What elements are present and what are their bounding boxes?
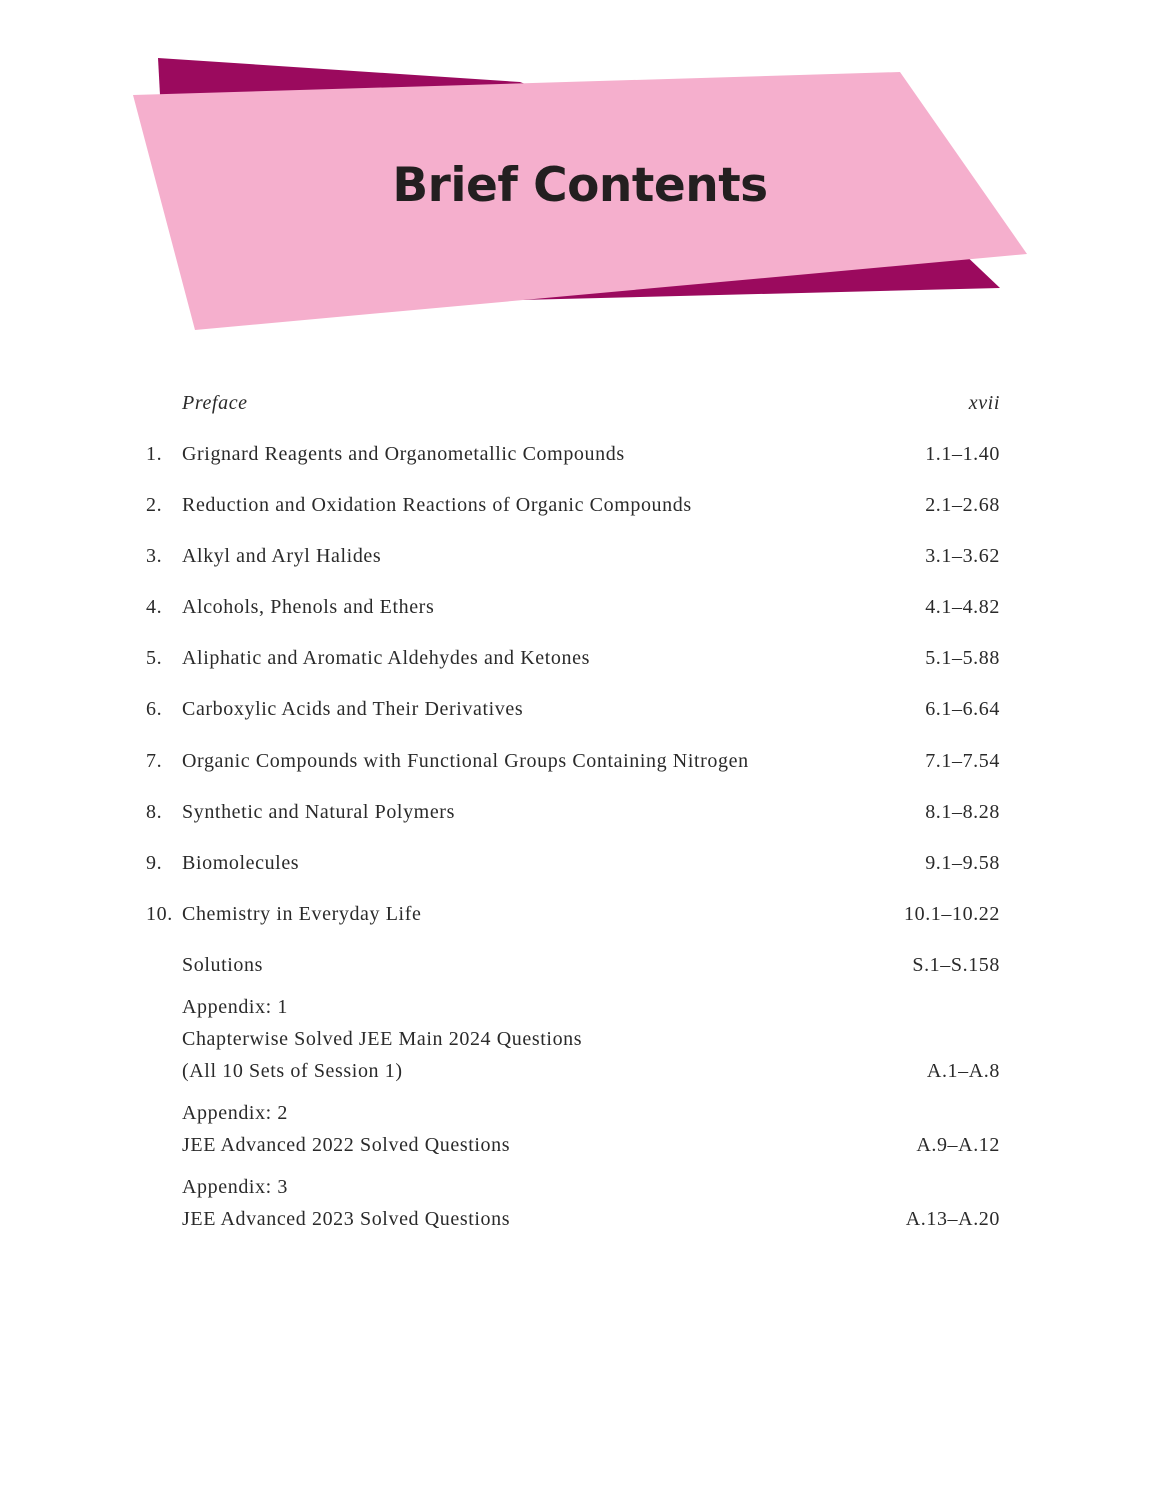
chapter-pages: 8.1–8.28 <box>925 801 1000 823</box>
appendix-block <box>182 1171 510 1235</box>
chapter-title: Carboxylic Acids and Their Derivatives <box>182 698 524 720</box>
header-banner <box>0 0 1160 360</box>
chapter-pages: 4.1–4.82 <box>925 596 1000 618</box>
chapter-number: 2. <box>146 494 163 516</box>
chapter-title: Alkyl and Aryl Halides <box>182 545 382 567</box>
chapter-number: 10. <box>146 903 173 925</box>
appendix-title-line: JEE Advanced 2023 Solved Questions <box>182 1208 511 1230</box>
appendix-title-line: Chapterwise Solved JEE Main 2024 Questions <box>182 1028 583 1050</box>
chapter-title: Aliphatic and Aromatic Aldehydes and Ketones <box>182 647 590 669</box>
appendix-title-line: (All 10 Sets of Session 1) <box>182 1060 403 1082</box>
chapter-title: Synthetic and Natural Polymers <box>182 801 455 823</box>
chapter-title: Chemistry in Everyday Life <box>182 903 422 925</box>
chapter-number: 6. <box>146 698 163 720</box>
appendix-label: Appendix: 2 <box>182 1102 289 1124</box>
toc-entry-title: Preface <box>182 392 248 414</box>
chapter-number: 3. <box>146 545 163 567</box>
appendix-label: Appendix: 1 <box>182 996 289 1018</box>
toc-entry-title: Solutions <box>182 954 263 976</box>
chapter-title: Grignard Reagents and Organometallic Compounds <box>182 443 625 465</box>
appendix-pages: A.13–A.20 <box>905 1208 1000 1230</box>
chapter-number: 4. <box>146 596 163 618</box>
chapter-number: 1. <box>146 443 163 465</box>
appendix-label: Appendix: 3 <box>182 1176 289 1198</box>
chapter-pages: 1.1–1.40 <box>925 443 1000 465</box>
chapter-pages: 10.1–10.22 <box>904 903 1000 925</box>
appendix-block <box>182 991 582 1087</box>
chapter-title: Organic Compounds with Functional Groups Containing Nitrogen <box>182 750 749 772</box>
chapter-pages: 3.1–3.62 <box>925 545 1000 567</box>
chapter-number: 5. <box>146 647 163 669</box>
chapter-title: Biomolecules <box>182 852 300 874</box>
chapter-number: 7. <box>146 750 163 772</box>
chapter-pages: 9.1–9.58 <box>925 852 1000 874</box>
chapter-number: 9. <box>146 852 163 874</box>
appendix-block <box>182 1097 510 1161</box>
chapter-title: Reduction and Oxidation Reactions of Organic Compounds <box>182 494 692 516</box>
chapter-pages: 5.1–5.88 <box>925 647 1000 669</box>
chapter-pages: 2.1–2.68 <box>925 494 1000 516</box>
chapter-pages: 7.1–7.54 <box>925 750 1000 772</box>
chapter-title: Alcohols, Phenols and Ethers <box>182 596 435 618</box>
toc-entry-pages: xvii <box>968 392 1000 414</box>
appendix-pages: A.9–A.12 <box>916 1134 1000 1156</box>
appendix-pages: A.1–A.8 <box>926 1060 1000 1082</box>
toc-entry-pages: S.1–S.158 <box>912 954 1000 976</box>
appendix-title-line: JEE Advanced 2022 Solved Questions <box>182 1134 511 1156</box>
chapter-number: 8. <box>146 801 163 823</box>
chapter-pages: 6.1–6.64 <box>925 698 1000 720</box>
page-title: Brief Contents <box>392 158 768 213</box>
